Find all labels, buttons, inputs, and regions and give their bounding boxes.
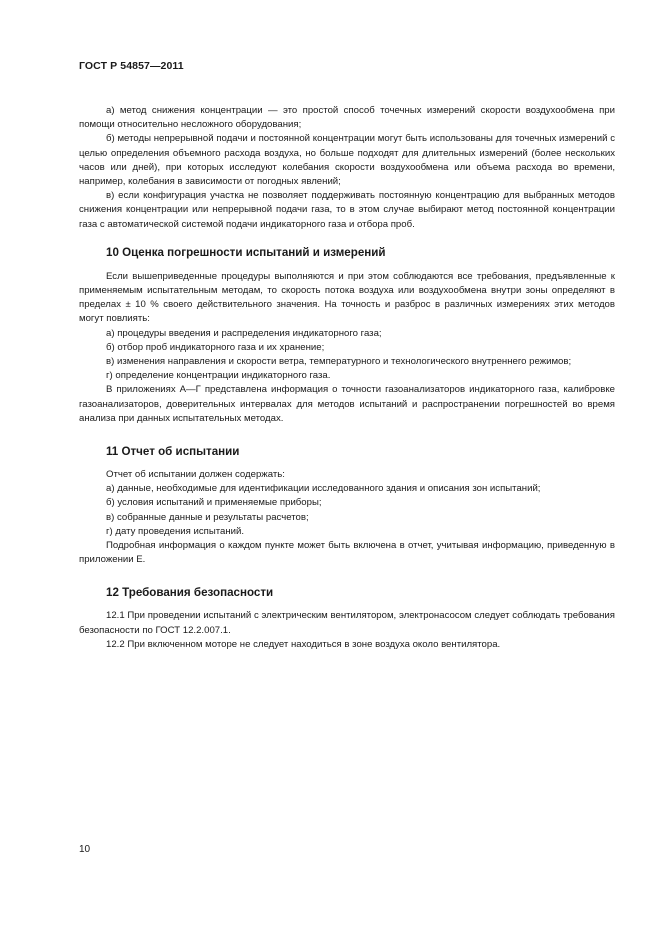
- document-header: ГОСТ Р 54857—2011: [79, 60, 184, 72]
- section-10-item-c: в) изменения направления и скорости ветра, температурного и технологического внутреннего режимов;: [106, 356, 572, 368]
- section-11-lead: Отчет об испытании должен содержать:: [106, 469, 285, 481]
- page-number: 10: [79, 844, 91, 855]
- section-11-item-c: в) собранные данные и результаты расчетов;: [106, 511, 309, 523]
- section-11-item-b: б) условия испытаний и применяемые приборы;: [106, 497, 322, 509]
- section-10-heading: 10 Оценка погрешности испытаний и измерений: [106, 245, 386, 259]
- section-11-heading: 11 Отчет об испытании: [106, 445, 240, 459]
- section-12-heading: 12 Требования безопасности: [106, 586, 274, 600]
- intro-item-b: б) методы непрерывной подачи и постоянной концентрации могут быть использованы для точечных измерений с целью определения объемного расхода воздуха, но больше подходят для длительных измерений (более нескольких часов или дней), при которых исследуют колебания скорости воздухообмена или объема расхода во времени, например, колебания в зависимости от погодных явлений;: [79, 133, 615, 188]
- section-10-item-d: г) определение концентрации индикаторного газа.: [106, 370, 331, 382]
- section-10-item-a: а) процедуры введения и распределения индикаторного газа;: [106, 327, 382, 339]
- section-11-item-a: а) данные, необходимые для идентификации исследованного здания и описания зон испытаний;: [106, 483, 541, 495]
- section-12-item-2: 12.2 При включенном моторе не следует находиться в зоне воздуха около вентилятора.: [106, 638, 501, 650]
- section-10-lead: Если вышеприведенные процедуры выполняются и при этом соблюдаются все требования, предъявленные к применяемым испытательным методам, то скорость потока воздуха или воздухообмена внутри зоны определяют в пределах ± 10 % своего действительного значения. На точность и разброс в различных измерениях этих методов могут повлиять:: [79, 270, 615, 325]
- intro-item-a: а) метод снижения концентрации — это простой способ точечных измерений скорости воздухообмена при помощи относительно несложного оборудования;: [79, 105, 615, 131]
- page-body: [79, 104, 615, 652]
- section-12-item-1: 12.1 При проведении испытаний с электрическим вентилятором, электронасосом следует соблюдать требования безопасности по ГОСТ 12.2.007.1.: [79, 610, 615, 636]
- section-10-closing: В приложениях А—Г представлена информация о точности газоанализаторов индикаторного газа, калибровке газоанализаторов, доверительных интервалах для методов испытаний и распространении погрешностей во время анализа при данных испытательных методах.: [79, 384, 615, 424]
- intro-item-c: в) если конфигурация участка не позволяет поддерживать постоянную концентрацию для выбранных методов снижения концентрации или непрерывной подачи газа, то в этом случае выбирают метод постоянной концентрации газа с автоматической системой подачи индикаторного газа и отбора проб.: [79, 190, 615, 230]
- section-11-closing: Подробная информация о каждом пункте может быть включена в отчет, учитывая информацию, приведенную в приложении Е.: [79, 540, 615, 566]
- section-10-item-b: б) отбор проб индикаторного газа и их хранение;: [106, 341, 325, 353]
- section-11-item-d: г) дату проведения испытаний.: [106, 525, 245, 537]
